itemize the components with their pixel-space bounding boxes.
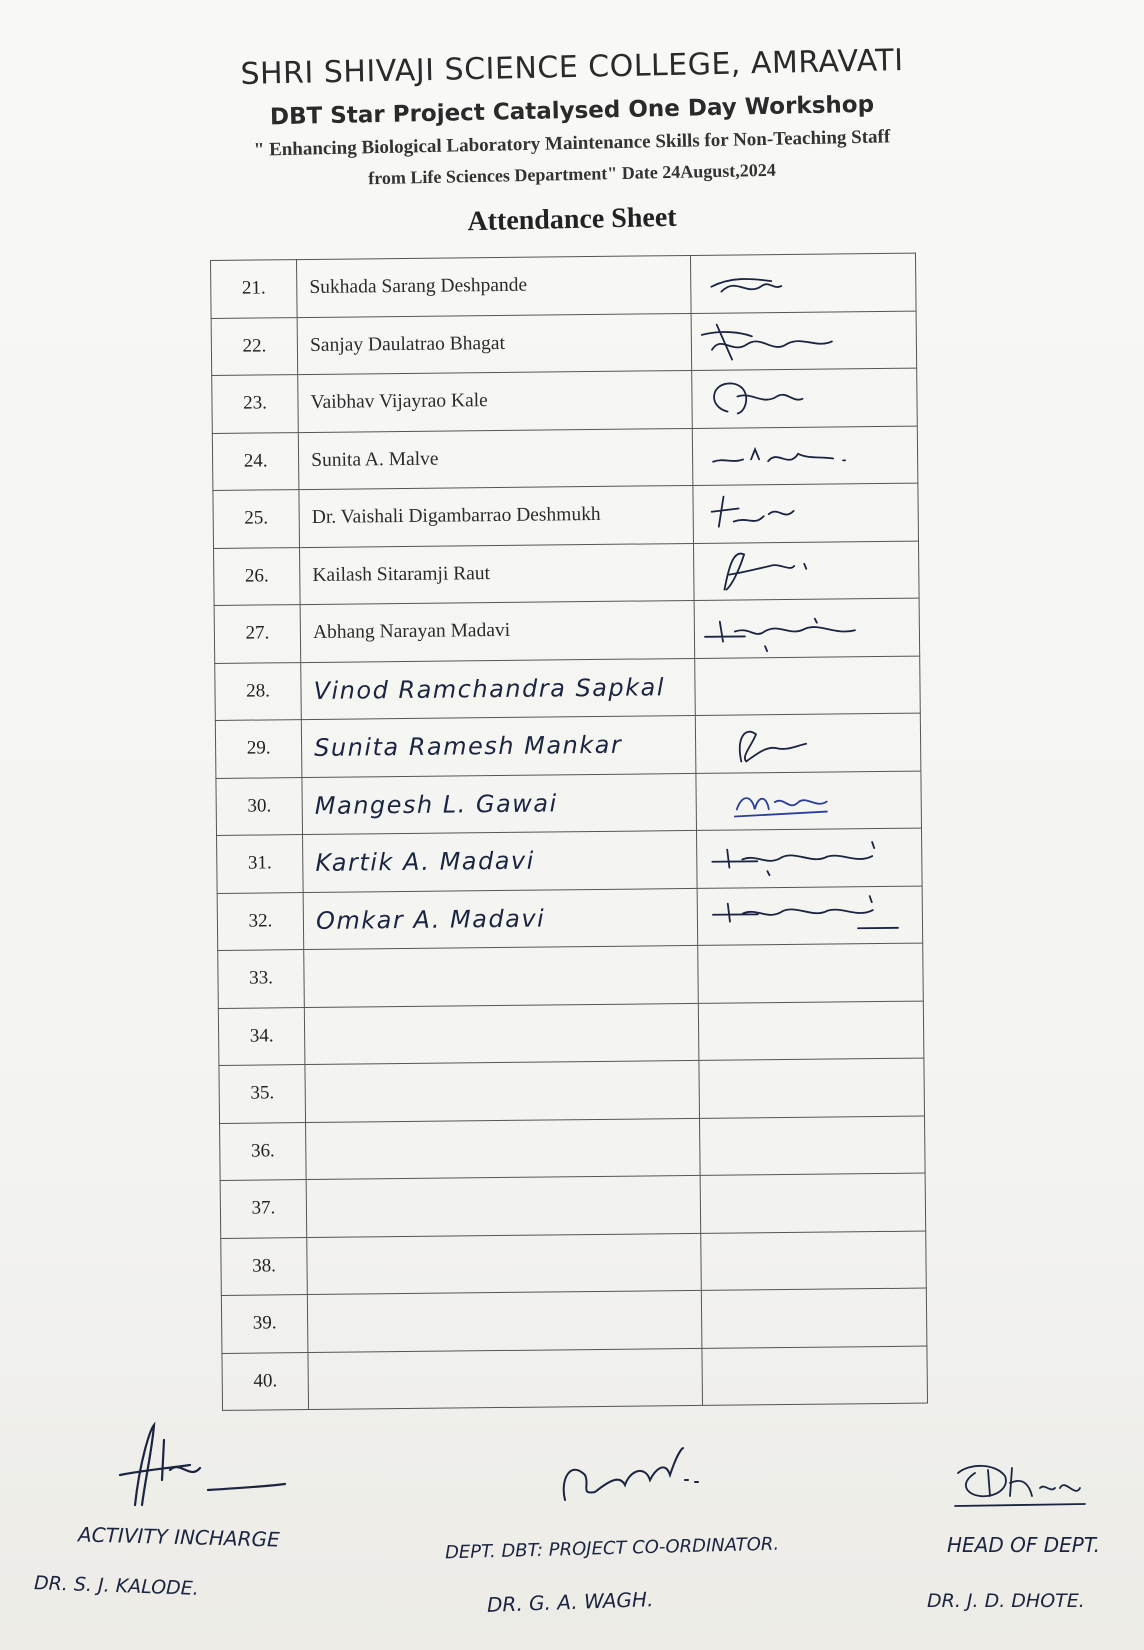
handwritten-signature [695, 600, 916, 656]
department-and-date: from Life Sciences Department" Date 24August,2024 [368, 159, 776, 189]
table-row [220, 1173, 926, 1238]
participant-name-cell [306, 1118, 701, 1180]
serial-number-cell: 26. [214, 547, 301, 605]
serial-number-cell: 38. [221, 1237, 308, 1295]
activity-incharge-name: DR. S. J. KALODE. [33, 1572, 200, 1600]
participant-name-cell [308, 1348, 703, 1410]
table-row [220, 1116, 926, 1181]
signature-cell [694, 541, 920, 601]
attendance-table-wrapper [210, 253, 928, 1411]
participant-name-cell [304, 1003, 699, 1065]
participant-name-cell: Abhang Narayan Madavi [300, 600, 695, 662]
handwritten-signature [696, 772, 917, 828]
handwritten-signature [693, 427, 914, 483]
coordinator-name: DR. G. A. WAGH. [486, 1587, 654, 1617]
serial-number-cell: 29. [215, 720, 302, 778]
signature-cell [699, 1058, 925, 1118]
table-row [221, 1288, 927, 1353]
activity-incharge-signature [90, 1420, 290, 1510]
handwritten-signature [694, 542, 915, 598]
signature-cell [694, 598, 920, 658]
signature-cell [697, 886, 923, 946]
serial-number-cell: 21. [211, 260, 298, 318]
signature-cell [692, 368, 918, 428]
participant-name-cell: Sunita A. Malve [298, 428, 693, 490]
signature-cell [691, 253, 917, 313]
table-row [221, 1231, 927, 1296]
handwritten-signature [696, 715, 917, 771]
participant-name-cell [307, 1233, 702, 1295]
coordinator-signature [550, 1440, 750, 1510]
handwritten-signature [692, 312, 913, 368]
participant-name-cell: Vaibhav Vijayrao Kale [298, 370, 693, 432]
signature-cell [695, 656, 921, 716]
signature-cell [701, 1288, 927, 1348]
participant-name-cell: Kartik A. Madavi [303, 830, 698, 892]
table-row [211, 253, 917, 318]
table-row [211, 311, 917, 376]
table-row [218, 1001, 924, 1066]
table-row [214, 541, 920, 606]
table-row [212, 426, 918, 491]
serial-number-cell: 40. [222, 1352, 309, 1410]
signature-cell [700, 1116, 926, 1176]
signature-cell [692, 426, 918, 486]
participant-name-cell: Sunita Ramesh Mankar [301, 715, 696, 777]
table-row [217, 828, 923, 893]
participant-name-cell: Mangesh L. Gawai [302, 773, 697, 835]
workshop-title: DBT Star Project Catalysed One Day Workshop [269, 91, 875, 131]
table-row [216, 771, 922, 836]
table-row [215, 713, 921, 778]
table-row [214, 598, 920, 663]
table-row [218, 943, 924, 1008]
signature-cell [693, 483, 919, 543]
serial-number-cell: 33. [218, 950, 305, 1008]
signature-cell [698, 943, 924, 1003]
sheet-title: Attendance Sheet [467, 201, 677, 238]
serial-number-cell: 27. [214, 605, 301, 663]
table-row [217, 886, 923, 951]
serial-number-cell: 30. [216, 777, 303, 835]
serial-number-cell: 36. [220, 1122, 307, 1180]
hod-signature [950, 1458, 1090, 1508]
serial-number-cell: 32. [217, 892, 304, 950]
serial-number-cell: 31. [217, 835, 304, 893]
table-row [213, 483, 919, 548]
serial-number-cell: 28. [215, 662, 302, 720]
serial-number-cell: 34. [218, 1007, 305, 1065]
table-row [219, 1058, 925, 1123]
handwritten-signature [697, 830, 918, 886]
workshop-theme: " Enhancing Biological Laboratory Maintenance Skills for Non-Teaching Staff [253, 126, 891, 161]
serial-number-cell: 23. [212, 375, 299, 433]
serial-number-cell: 25. [213, 490, 300, 548]
serial-number-cell: 37. [220, 1180, 307, 1238]
coordinator-label: DEPT. DBT: PROJECT CO-ORDINATOR. [444, 1533, 780, 1564]
signature-cell [696, 771, 922, 831]
participant-name-cell [304, 945, 699, 1007]
participant-name-cell: Kailash Sitaramji Raut [300, 543, 695, 605]
participant-name-cell: Vinod Ramchandra Sapkal [301, 658, 696, 720]
college-name: SHRI SHIVAJI SCIENCE COLLEGE, AMRAVATI [240, 43, 904, 92]
participant-name-cell [307, 1290, 702, 1352]
table-row [222, 1346, 928, 1411]
serial-number-cell: 24. [212, 432, 299, 490]
signature-cell [691, 311, 917, 371]
serial-number-cell: 39. [221, 1295, 308, 1353]
table-row [212, 368, 918, 433]
serial-number-cell: 22. [211, 317, 298, 375]
participant-name-cell: Dr. Vaishali Digambarrao Deshmukh [299, 485, 694, 547]
hod-name: DR. J. D. DHOTE. [927, 1590, 1085, 1612]
signature-cell [695, 713, 921, 773]
handwritten-signature [698, 887, 919, 943]
handwritten-signature [693, 485, 914, 541]
attendance-table [210, 253, 928, 1411]
handwritten-signature [691, 255, 912, 311]
activity-incharge-label: ACTIVITY INCHARGE [77, 1522, 280, 1552]
signature-cell [701, 1231, 927, 1291]
participant-name-cell [305, 1060, 700, 1122]
signature-cell [702, 1346, 928, 1406]
table-row [215, 656, 921, 721]
signature-cell [700, 1173, 926, 1233]
participant-name-cell: Sanjay Daulatrao Bhagat [297, 313, 692, 375]
signature-cell [698, 1001, 924, 1061]
participant-name-cell: Sukhada Sarang Deshpande [297, 255, 692, 317]
signature-cell [697, 828, 923, 888]
hod-label: HEAD OF DEPT. [947, 1533, 1101, 1557]
handwritten-signature [692, 370, 913, 426]
participant-name-cell: Omkar A. Madavi [303, 888, 698, 950]
participant-name-cell [306, 1175, 701, 1237]
serial-number-cell: 35. [219, 1065, 306, 1123]
